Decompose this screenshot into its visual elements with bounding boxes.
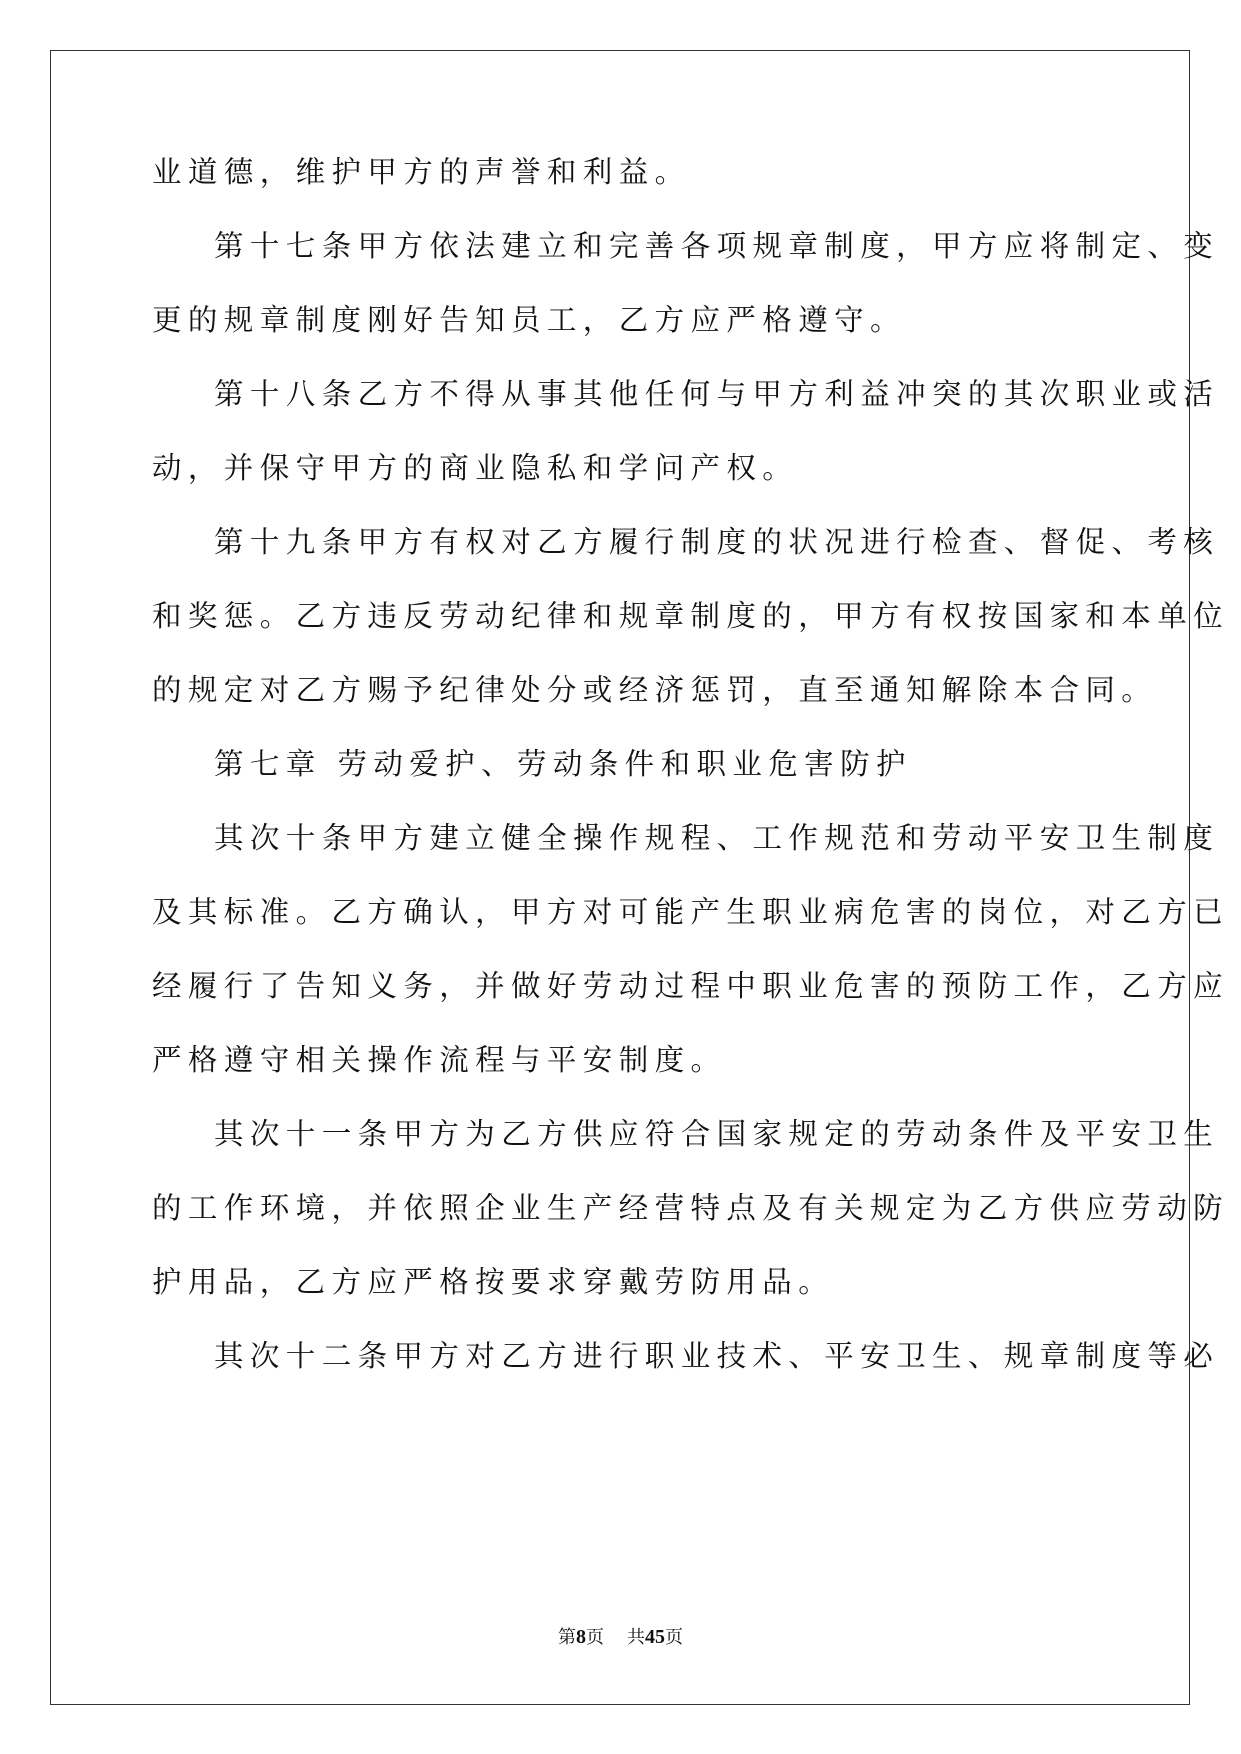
text-line: 其次十二条甲方对乙方进行职业技术、平安卫生、规章制度等必 (214, 1339, 1220, 1373)
page-footer (0, 1625, 1241, 1650)
chapter-heading: 第七章 劳动爱护、劳动条件和职业危害防护 (214, 747, 912, 781)
text-line: 严格遵守相关操作流程与平安制度。 (152, 1043, 727, 1077)
text-line: 第十八条乙方不得从事其他任何与甲方利益冲突的其次职业或活 (214, 377, 1220, 411)
total-pages: 45 (644, 1626, 665, 1648)
page-number: 8 (576, 1626, 587, 1648)
total-label-prefix: 共 (626, 1627, 645, 1648)
page-label-suffix: 页 (586, 1627, 605, 1648)
text-line: 动，并保守甲方的商业隐私和学问产权。 (152, 451, 799, 485)
text-line: 经履行了告知义务，并做好劳动过程中职业危害的预防工作，乙方应 (152, 969, 1230, 1003)
text-line: 的规定对乙方赐予纪律处分或经济惩罚，直至通知解除本合同。 (152, 673, 1158, 707)
total-label-suffix: 页 (664, 1627, 683, 1648)
text-line: 护用品，乙方应严格按要求穿戴劳防用品。 (152, 1265, 835, 1299)
text-line: 更的规章制度刚好告知员工，乙方应严格遵守。 (152, 303, 906, 337)
text-line: 和奖惩。乙方违反劳动纪律和规章制度的，甲方有权按国家和本单位 (152, 599, 1230, 633)
text-line: 及其标准。乙方确认，甲方对可能产生职业病危害的岗位，对乙方已 (152, 895, 1230, 929)
text-line: 其次十一条甲方为乙方供应符合国家规定的劳动条件及平安卫生 (214, 1117, 1220, 1151)
text-line: 其次十条甲方建立健全操作规程、工作规范和劳动平安卫生制度 (214, 821, 1220, 855)
text-line: 业道德，维护甲方的声誉和利益。 (152, 155, 691, 189)
text-line: 第十九条甲方有权对乙方履行制度的状况进行检查、督促、考核 (214, 525, 1220, 559)
page-label-prefix: 第 (558, 1627, 577, 1648)
text-line: 的工作环境，并依照企业生产经营特点及有关规定为乙方供应劳动防 (152, 1191, 1230, 1225)
text-line: 第十七条甲方依法建立和完善各项规章制度，甲方应将制定、变 (214, 229, 1220, 263)
